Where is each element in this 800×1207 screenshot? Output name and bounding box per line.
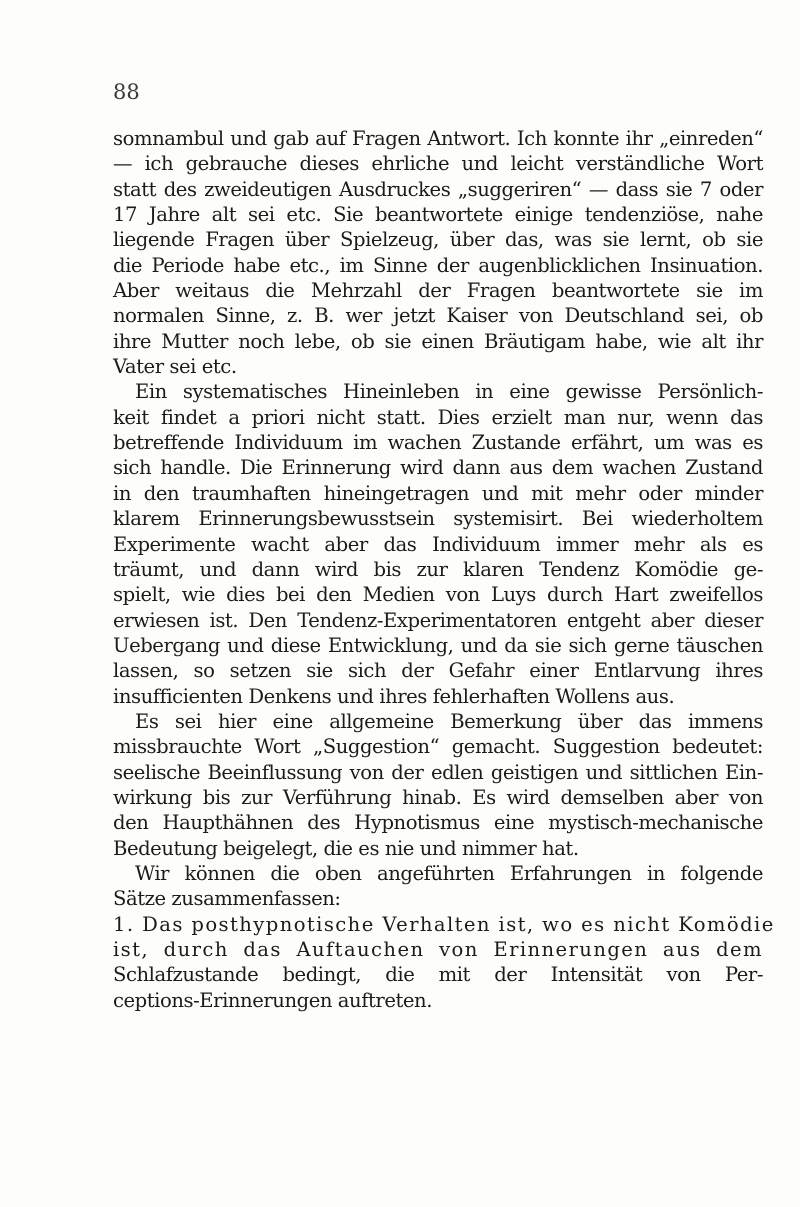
text-line: Bedeutung beigelegt, die es nie und nimmer hat. (113, 836, 579, 860)
text-line: wirkung bis zur Verführung hinab. Es wird demselben aber von (113, 785, 763, 809)
text-line: Aber weitaus die Mehrzahl der Fragen beantwortete sie im (113, 279, 763, 303)
text-line: klarem Erinnerungsbewusstsein systemisirt. Bei wiederholtem (113, 507, 763, 531)
text-line: ceptions-Erinnerungen auftreten. (113, 988, 433, 1012)
text-line: Uebergang und diese Entwicklung, und da sie sich gerne täuschen (113, 633, 763, 657)
text-line: somnambul und gab auf Fragen Antwort. Ich konnte ihr „einreden“ (113, 127, 763, 150)
text-line: 1. Das posthypnotische Verhalten ist, wo es nicht Komödie (113, 912, 775, 936)
text-line: — ich gebrauche dieses ehrliche und leicht verständliche Wort (113, 152, 763, 176)
body-text (113, 126, 775, 1013)
text-line: ist, durch das Auftauchen von Erinnerungen aus dem (113, 938, 763, 961)
text-line: die Periode habe etc., im Sinne der augenblicklichen Insinuation. (113, 253, 763, 277)
text-line: lassen, so setzen sie sich der Gefahr einer Entlarvung ihres (113, 659, 763, 683)
text-line: Sätze zusammenfassen: (113, 887, 341, 911)
text-line: keit findet a priori nicht statt. Dies erzielt man nur, wenn das (113, 405, 763, 429)
text-line: Es sei hier eine allgemeine Bemerkung über das immens (135, 709, 763, 733)
text-line: spielt, wie dies bei den Medien von Luys durch Hart zweifellos (113, 583, 763, 607)
text-line: liegende Fragen über Spielzeug, über das, was sie lernt, ob sie (113, 228, 763, 252)
text-line: Vater sei etc. (113, 355, 237, 379)
text-line: seelische Beeinflussung von der edlen geistigen und sittlichen Ein- (113, 760, 763, 784)
text-line: erwiesen ist. Den Tendenz-Experimentatoren entgeht aber dieser (113, 608, 763, 632)
text-line: Experimente wacht aber das Individuum immer mehr als es (113, 532, 763, 556)
text-line: in den traumhaften hineingetragen und mit mehr oder minder (113, 481, 763, 505)
text-line: normalen Sinne, z. B. wer jetzt Kaiser von Deutschland sei, ob (113, 304, 763, 328)
text-line: ihre Mutter noch lebe, ob sie einen Bräutigam habe, wie alt ihr (113, 329, 763, 353)
text-line: den Haupthähnen des Hypnotismus eine mystisch-mechanische (113, 811, 763, 835)
text-line: Schlafzustande bedingt, die mit der Intensität von Per- (113, 963, 763, 987)
text-line: träumt, und dann wird bis zur klaren Tendenz Komödie ge- (113, 557, 763, 581)
text-line: 17 Jahre alt sei etc. Sie beantwortete einige tendenziöse, nahe (113, 203, 763, 227)
text-line: Ein systematisches Hineinleben in eine gewisse Persönlich- (135, 380, 763, 404)
text-line: sich handle. Die Erinnerung wird dann aus dem wachen Zustand (113, 456, 763, 480)
text-line: Wir können die oben angeführten Erfahrungen in folgende (135, 861, 763, 885)
text-line: insufficienten Denkens und ihres fehlerhaften Wollens aus. (113, 684, 675, 708)
text-line: betreffende Individuum im wachen Zustande erfährt, um was es (113, 431, 763, 455)
text-line: missbrauchte Wort „Suggestion“ gemacht. Suggestion bedeutet: (113, 735, 763, 759)
text-line: statt des zweideutigen Ausdruckes „suggeriren“ — dass sie 7 oder (113, 177, 763, 201)
page-number: 88 (113, 80, 140, 104)
